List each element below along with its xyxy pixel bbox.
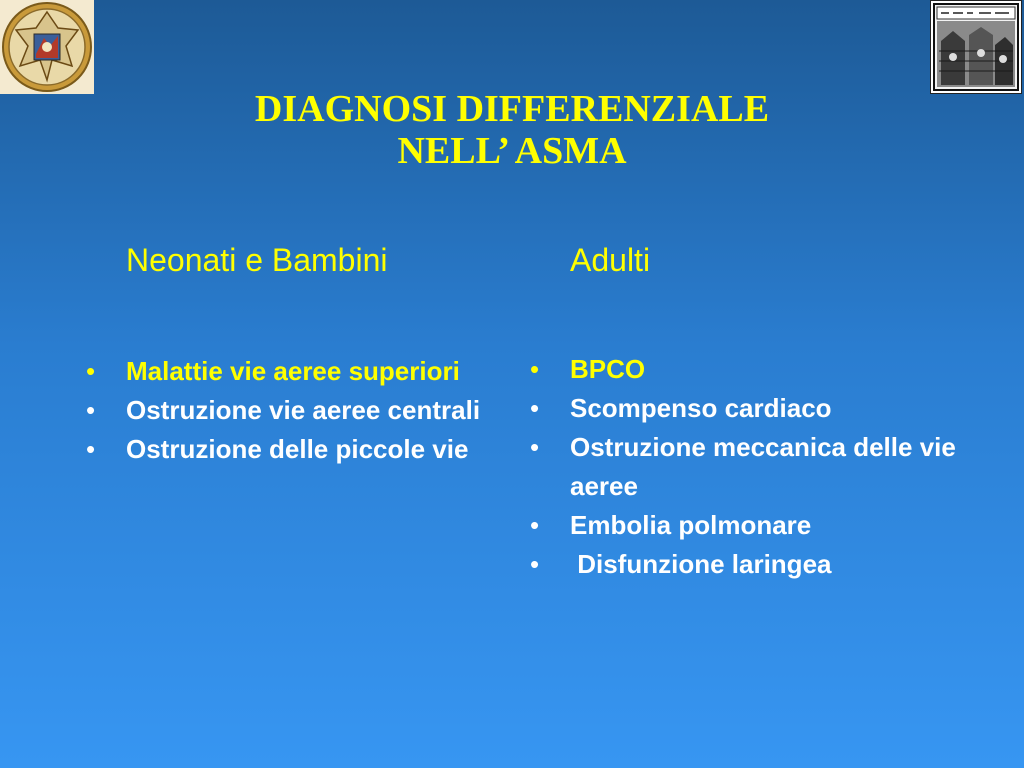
bullet-icon: • <box>86 434 96 464</box>
woodcut-engraving-logo <box>930 0 1022 94</box>
list-item-text: Scompenso cardiaco <box>570 393 832 423</box>
woodcut-engraving-icon <box>931 1 1021 93</box>
list-item-text: Ostruzione meccanica delle vie aeree <box>570 432 956 501</box>
university-seal-logo <box>0 0 94 94</box>
list-item <box>86 352 486 391</box>
bullet-icon: • <box>530 354 540 384</box>
right-column-heading: Adulti <box>570 242 651 278</box>
left-column-list <box>86 352 486 469</box>
list-item-text: Disfunzione laringea <box>570 549 832 579</box>
slide-title-line-1: DIAGNOSI DIFFERENZIALE <box>254 88 770 130</box>
list-item <box>530 428 970 506</box>
list-item-text: BPCO <box>570 354 646 384</box>
slide-title-line-2: NELL’ ASMA <box>397 130 627 172</box>
list-item-text: Embolia polmonare <box>570 510 812 540</box>
list-item <box>530 350 970 389</box>
list-item-text: Malattie vie aeree superiori <box>126 356 460 386</box>
list-item <box>86 391 486 430</box>
bullet-icon: • <box>530 510 540 540</box>
list-item <box>530 545 970 584</box>
left-column-heading: Neonati e Bambini <box>126 242 388 278</box>
bullet-icon: • <box>86 356 96 386</box>
university-seal-icon <box>0 0 94 94</box>
list-item <box>86 430 486 469</box>
slide-title <box>0 88 1024 172</box>
bullet-icon: • <box>530 432 540 462</box>
bullet-icon: • <box>530 549 540 579</box>
bullet-icon: • <box>530 393 540 423</box>
list-item-text: Ostruzione vie aeree centrali <box>126 395 481 425</box>
list-item-text: Ostruzione delle piccole vie <box>126 434 469 464</box>
bullet-icon: • <box>86 395 96 425</box>
right-column-list <box>530 350 970 584</box>
list-item <box>530 506 970 545</box>
list-item <box>530 389 970 428</box>
